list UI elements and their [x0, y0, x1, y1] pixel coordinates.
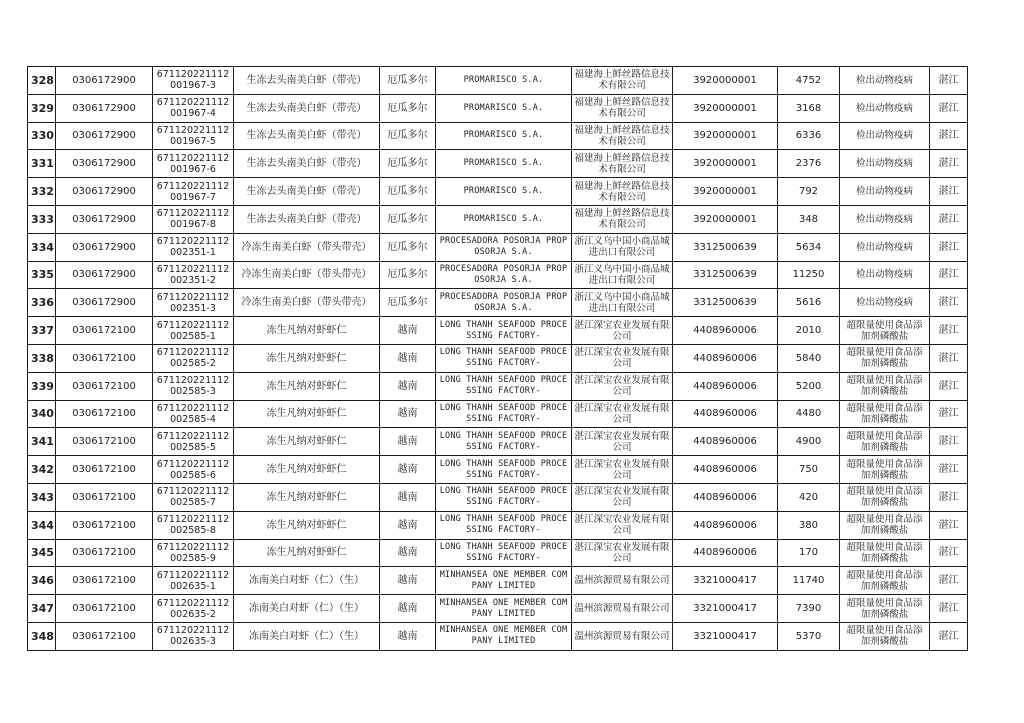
product-name-cell: 冻生凡纳对虾虾仁: [234, 372, 380, 400]
row-number-cell: 329: [28, 94, 56, 122]
table-row: [28, 595, 968, 623]
importer-code-cell: 4408960006: [673, 428, 778, 456]
origin-country-cell: 厄瓜多尔: [380, 178, 436, 206]
row-number-cell: 346: [28, 567, 56, 595]
weight-kg-cell: 4480: [778, 400, 840, 428]
producer-name-cell: LONG THANH SEAFOOD PROCESSING FACTORY-: [436, 511, 572, 539]
weight-kg-cell: 2376: [778, 150, 840, 178]
weight-kg-cell: 170: [778, 539, 840, 567]
producer-name-cell: PROMARISCO S.A.: [436, 205, 572, 233]
table-row: [28, 317, 968, 345]
importer-code-cell: 3920000001: [673, 94, 778, 122]
hs-code-cell: 0306172100: [56, 372, 153, 400]
row-number-cell: 336: [28, 289, 56, 317]
hs-code-cell: 0306172100: [56, 483, 153, 511]
hs-code-cell: 0306172900: [56, 67, 153, 95]
table-row: [28, 67, 968, 95]
importer-code-cell: 4408960006: [673, 456, 778, 484]
origin-country-cell: 越南: [380, 428, 436, 456]
product-name-cell: 冷冻生南美白虾（带头带壳）: [234, 233, 380, 261]
importer-code-cell: 4408960006: [673, 372, 778, 400]
row-number-cell: 341: [28, 428, 56, 456]
row-number-cell: 347: [28, 595, 56, 623]
hs-code-cell: 0306172900: [56, 261, 153, 289]
port-name-cell: 湛江: [930, 400, 968, 428]
port-name-cell: 湛江: [930, 428, 968, 456]
hs-code-cell: 0306172100: [56, 428, 153, 456]
rejection-reason-cell: 超限量使用食品添加剂磷酸盐: [840, 595, 930, 623]
rejection-reason-cell: 超限量使用食品添加剂磷酸盐: [840, 539, 930, 567]
importer-code-cell: 3920000001: [673, 178, 778, 206]
declaration-number-cell: 671120221112001967-4: [153, 94, 234, 122]
weight-kg-cell: 5370: [778, 622, 840, 650]
row-number-cell: 348: [28, 622, 56, 650]
origin-country-cell: 越南: [380, 372, 436, 400]
port-name-cell: 湛江: [930, 261, 968, 289]
weight-kg-cell: 7390: [778, 595, 840, 623]
table-row: [28, 94, 968, 122]
declaration-number-cell: 671120221112001967-8: [153, 205, 234, 233]
origin-country-cell: 越南: [380, 622, 436, 650]
product-name-cell: 生冻去头南美白虾（带壳）: [234, 67, 380, 95]
product-name-cell: 冻南美白对虾（仁）（生）: [234, 567, 380, 595]
table-row: [28, 511, 968, 539]
importer-name-cell: 温州滨源贸易有限公司: [572, 595, 673, 623]
declaration-number-cell: 671120221112001967-6: [153, 150, 234, 178]
producer-name-cell: PROCESADORA POSORJA PROPOSORJA S.A.: [436, 289, 572, 317]
row-number-cell: 331: [28, 150, 56, 178]
importer-name-cell: 浙江义乌中国小商品城进出口有限公司: [572, 261, 673, 289]
importer-code-cell: 3321000417: [673, 567, 778, 595]
declaration-number-cell: 671120221112002585-3: [153, 372, 234, 400]
origin-country-cell: 越南: [380, 456, 436, 484]
declaration-number-cell: 671120221112002585-7: [153, 483, 234, 511]
row-number-cell: 343: [28, 483, 56, 511]
origin-country-cell: 越南: [380, 317, 436, 345]
origin-country-cell: 厄瓜多尔: [380, 67, 436, 95]
producer-name-cell: PROMARISCO S.A.: [436, 94, 572, 122]
origin-country-cell: 越南: [380, 539, 436, 567]
table-row: [28, 289, 968, 317]
importer-code-cell: 4408960006: [673, 400, 778, 428]
product-name-cell: 生冻去头南美白虾（带壳）: [234, 94, 380, 122]
table-row: [28, 178, 968, 206]
importer-code-cell: 4408960006: [673, 344, 778, 372]
product-name-cell: 冻生凡纳对虾虾仁: [234, 456, 380, 484]
importer-name-cell: 福建海上鲜丝路信息技术有限公司: [572, 67, 673, 95]
importer-name-cell: 福建海上鲜丝路信息技术有限公司: [572, 150, 673, 178]
origin-country-cell: 厄瓜多尔: [380, 205, 436, 233]
importer-code-cell: 3920000001: [673, 67, 778, 95]
table-row: [28, 205, 968, 233]
rejection-reason-cell: 超限量使用食品添加剂磷酸盐: [840, 511, 930, 539]
port-name-cell: 湛江: [930, 150, 968, 178]
origin-country-cell: 厄瓜多尔: [380, 122, 436, 150]
weight-kg-cell: 792: [778, 178, 840, 206]
product-name-cell: 冻生凡纳对虾虾仁: [234, 483, 380, 511]
importer-name-cell: 福建海上鲜丝路信息技术有限公司: [572, 205, 673, 233]
product-name-cell: 冻南美白对虾（仁）（生）: [234, 595, 380, 623]
table-row: [28, 233, 968, 261]
importer-name-cell: 温州滨源贸易有限公司: [572, 622, 673, 650]
declaration-number-cell: 671120221112002351-3: [153, 289, 234, 317]
table-row: [28, 400, 968, 428]
importer-name-cell: 湛江深宝农业发展有限公司: [572, 344, 673, 372]
row-number-cell: 335: [28, 261, 56, 289]
port-name-cell: 湛江: [930, 205, 968, 233]
rejection-reason-cell: 检出动物疫病: [840, 94, 930, 122]
port-name-cell: 湛江: [930, 567, 968, 595]
producer-name-cell: LONG THANH SEAFOOD PROCESSING FACTORY-: [436, 428, 572, 456]
importer-name-cell: 湛江深宝农业发展有限公司: [572, 456, 673, 484]
row-number-cell: 333: [28, 205, 56, 233]
product-name-cell: 冻南美白对虾（仁）（生）: [234, 622, 380, 650]
producer-name-cell: LONG THANH SEAFOOD PROCESSING FACTORY-: [436, 539, 572, 567]
importer-code-cell: 3312500639: [673, 233, 778, 261]
table-body: [28, 67, 968, 651]
row-number-cell: 342: [28, 456, 56, 484]
producer-name-cell: PROCESADORA POSORJA PROPOSORJA S.A.: [436, 233, 572, 261]
row-number-cell: 328: [28, 67, 56, 95]
rejection-reason-cell: 检出动物疫病: [840, 289, 930, 317]
weight-kg-cell: 750: [778, 456, 840, 484]
weight-kg-cell: 6336: [778, 122, 840, 150]
port-name-cell: 湛江: [930, 483, 968, 511]
importer-name-cell: 浙江义乌中国小商品城进出口有限公司: [572, 289, 673, 317]
declaration-number-cell: 671120221112002351-2: [153, 261, 234, 289]
product-name-cell: 冷冻生南美白虾（带头带壳）: [234, 261, 380, 289]
row-number-cell: 334: [28, 233, 56, 261]
product-name-cell: 生冻去头南美白虾（带壳）: [234, 150, 380, 178]
rejection-reason-cell: 超限量使用食品添加剂磷酸盐: [840, 400, 930, 428]
declaration-number-cell: 671120221112002585-4: [153, 400, 234, 428]
weight-kg-cell: 5634: [778, 233, 840, 261]
row-number-cell: 339: [28, 372, 56, 400]
importer-code-cell: 3920000001: [673, 122, 778, 150]
rejection-reason-cell: 检出动物疫病: [840, 205, 930, 233]
table-row: [28, 122, 968, 150]
producer-name-cell: MINHANSEA ONE MEMBER COMPANY LIMITED: [436, 622, 572, 650]
table-row: [28, 150, 968, 178]
producer-name-cell: PROMARISCO S.A.: [436, 178, 572, 206]
rejection-reason-cell: 超限量使用食品添加剂磷酸盐: [840, 622, 930, 650]
hs-code-cell: 0306172100: [56, 456, 153, 484]
rejection-reason-cell: 超限量使用食品添加剂磷酸盐: [840, 428, 930, 456]
weight-kg-cell: 348: [778, 205, 840, 233]
hs-code-cell: 0306172900: [56, 178, 153, 206]
port-name-cell: 湛江: [930, 344, 968, 372]
importer-name-cell: 温州滨源贸易有限公司: [572, 567, 673, 595]
producer-name-cell: PROMARISCO S.A.: [436, 67, 572, 95]
weight-kg-cell: 2010: [778, 317, 840, 345]
row-number-cell: 345: [28, 539, 56, 567]
hs-code-cell: 0306172900: [56, 122, 153, 150]
product-name-cell: 生冻去头南美白虾（带壳）: [234, 178, 380, 206]
declaration-number-cell: 671120221112002585-9: [153, 539, 234, 567]
importer-code-cell: 3920000001: [673, 205, 778, 233]
port-name-cell: 湛江: [930, 595, 968, 623]
weight-kg-cell: 4752: [778, 67, 840, 95]
producer-name-cell: LONG THANH SEAFOOD PROCESSING FACTORY-: [436, 344, 572, 372]
producer-name-cell: PROMARISCO S.A.: [436, 122, 572, 150]
table-row: [28, 456, 968, 484]
declaration-number-cell: 671120221112002635-2: [153, 595, 234, 623]
hs-code-cell: 0306172900: [56, 150, 153, 178]
port-name-cell: 湛江: [930, 233, 968, 261]
hs-code-cell: 0306172100: [56, 622, 153, 650]
table-row: [28, 261, 968, 289]
row-number-cell: 340: [28, 400, 56, 428]
importer-name-cell: 湛江深宝农业发展有限公司: [572, 483, 673, 511]
declaration-number-cell: 671120221112002585-1: [153, 317, 234, 345]
importer-code-cell: 4408960006: [673, 317, 778, 345]
importer-name-cell: 福建海上鲜丝路信息技术有限公司: [572, 94, 673, 122]
shrimp-rejection-table: [27, 66, 968, 651]
port-name-cell: 湛江: [930, 289, 968, 317]
hs-code-cell: 0306172100: [56, 567, 153, 595]
row-number-cell: 338: [28, 344, 56, 372]
weight-kg-cell: 5200: [778, 372, 840, 400]
port-name-cell: 湛江: [930, 178, 968, 206]
hs-code-cell: 0306172100: [56, 539, 153, 567]
importer-name-cell: 湛江深宝农业发展有限公司: [572, 539, 673, 567]
producer-name-cell: LONG THANH SEAFOOD PROCESSING FACTORY-: [436, 483, 572, 511]
declaration-number-cell: 671120221112001967-5: [153, 122, 234, 150]
row-number-cell: 330: [28, 122, 56, 150]
table-row: [28, 539, 968, 567]
weight-kg-cell: 11740: [778, 567, 840, 595]
weight-kg-cell: 380: [778, 511, 840, 539]
product-name-cell: 生冻去头南美白虾（带壳）: [234, 122, 380, 150]
weight-kg-cell: 4900: [778, 428, 840, 456]
table-row: [28, 567, 968, 595]
origin-country-cell: 厄瓜多尔: [380, 261, 436, 289]
origin-country-cell: 厄瓜多尔: [380, 289, 436, 317]
weight-kg-cell: 5840: [778, 344, 840, 372]
product-name-cell: 冻生凡纳对虾虾仁: [234, 400, 380, 428]
weight-kg-cell: 5616: [778, 289, 840, 317]
importer-code-cell: 3312500639: [673, 261, 778, 289]
rejection-reason-cell: 超限量使用食品添加剂磷酸盐: [840, 344, 930, 372]
port-name-cell: 湛江: [930, 122, 968, 150]
hs-code-cell: 0306172900: [56, 205, 153, 233]
table-row: [28, 428, 968, 456]
port-name-cell: 湛江: [930, 67, 968, 95]
rejection-reason-cell: 检出动物疫病: [840, 261, 930, 289]
declaration-number-cell: 671120221112002351-1: [153, 233, 234, 261]
weight-kg-cell: 420: [778, 483, 840, 511]
hs-code-cell: 0306172900: [56, 233, 153, 261]
importer-name-cell: 福建海上鲜丝路信息技术有限公司: [572, 122, 673, 150]
origin-country-cell: 越南: [380, 400, 436, 428]
hs-code-cell: 0306172100: [56, 317, 153, 345]
declaration-number-cell: 671120221112001967-7: [153, 178, 234, 206]
importer-name-cell: 湛江深宝农业发展有限公司: [572, 428, 673, 456]
importer-code-cell: 4408960006: [673, 511, 778, 539]
declaration-number-cell: 671120221112002635-3: [153, 622, 234, 650]
port-name-cell: 湛江: [930, 94, 968, 122]
declaration-number-cell: 671120221112002635-1: [153, 567, 234, 595]
weight-kg-cell: 3168: [778, 94, 840, 122]
origin-country-cell: 越南: [380, 595, 436, 623]
table-row: [28, 372, 968, 400]
row-number-cell: 337: [28, 317, 56, 345]
hs-code-cell: 0306172100: [56, 511, 153, 539]
importer-name-cell: 湛江深宝农业发展有限公司: [572, 372, 673, 400]
declaration-number-cell: 671120221112001967-3: [153, 67, 234, 95]
table-row: [28, 622, 968, 650]
producer-name-cell: LONG THANH SEAFOOD PROCESSING FACTORY-: [436, 372, 572, 400]
declaration-number-cell: 671120221112002585-5: [153, 428, 234, 456]
rejection-reason-cell: 检出动物疫病: [840, 150, 930, 178]
declaration-number-cell: 671120221112002585-2: [153, 344, 234, 372]
producer-name-cell: LONG THANH SEAFOOD PROCESSING FACTORY-: [436, 456, 572, 484]
importer-name-cell: 湛江深宝农业发展有限公司: [572, 511, 673, 539]
port-name-cell: 湛江: [930, 317, 968, 345]
importer-code-cell: 3312500639: [673, 289, 778, 317]
rejection-reason-cell: 检出动物疫病: [840, 178, 930, 206]
table-row: [28, 483, 968, 511]
origin-country-cell: 厄瓜多尔: [380, 94, 436, 122]
port-name-cell: 湛江: [930, 511, 968, 539]
importer-name-cell: 湛江深宝农业发展有限公司: [572, 400, 673, 428]
rejection-reason-cell: 超限量使用食品添加剂磷酸盐: [840, 456, 930, 484]
port-name-cell: 湛江: [930, 539, 968, 567]
hs-code-cell: 0306172100: [56, 400, 153, 428]
origin-country-cell: 越南: [380, 567, 436, 595]
importer-code-cell: 4408960006: [673, 539, 778, 567]
importer-code-cell: 3321000417: [673, 622, 778, 650]
rejection-reason-cell: 超限量使用食品添加剂磷酸盐: [840, 317, 930, 345]
port-name-cell: 湛江: [930, 372, 968, 400]
origin-country-cell: 厄瓜多尔: [380, 233, 436, 261]
product-name-cell: 冻生凡纳对虾虾仁: [234, 539, 380, 567]
product-name-cell: 冻生凡纳对虾虾仁: [234, 428, 380, 456]
importer-code-cell: 4408960006: [673, 483, 778, 511]
product-name-cell: 冻生凡纳对虾虾仁: [234, 511, 380, 539]
product-name-cell: 生冻去头南美白虾（带壳）: [234, 205, 380, 233]
origin-country-cell: 越南: [380, 511, 436, 539]
producer-name-cell: MINHANSEA ONE MEMBER COMPANY LIMITED: [436, 595, 572, 623]
row-number-cell: 344: [28, 511, 56, 539]
importer-name-cell: 福建海上鲜丝路信息技术有限公司: [572, 178, 673, 206]
rejection-reason-cell: 超限量使用食品添加剂磷酸盐: [840, 483, 930, 511]
rejection-reason-cell: 检出动物疫病: [840, 67, 930, 95]
product-name-cell: 冻生凡纳对虾虾仁: [234, 317, 380, 345]
product-name-cell: 冷冻生南美白虾（带头带壳）: [234, 289, 380, 317]
producer-name-cell: LONG THANH SEAFOOD PROCESSING FACTORY-: [436, 400, 572, 428]
importer-name-cell: 湛江深宝农业发展有限公司: [572, 317, 673, 345]
origin-country-cell: 越南: [380, 483, 436, 511]
declaration-number-cell: 671120221112002585-6: [153, 456, 234, 484]
importer-code-cell: 3321000417: [673, 595, 778, 623]
importer-code-cell: 3920000001: [673, 150, 778, 178]
hs-code-cell: 0306172100: [56, 595, 153, 623]
declaration-number-cell: 671120221112002585-8: [153, 511, 234, 539]
rejection-reason-cell: 检出动物疫病: [840, 233, 930, 261]
table-row: [28, 344, 968, 372]
product-name-cell: 冻生凡纳对虾虾仁: [234, 344, 380, 372]
importer-name-cell: 浙江义乌中国小商品城进出口有限公司: [572, 233, 673, 261]
port-name-cell: 湛江: [930, 456, 968, 484]
rejection-reason-cell: 超限量使用食品添加剂磷酸盐: [840, 372, 930, 400]
origin-country-cell: 越南: [380, 344, 436, 372]
rejection-reason-cell: 检出动物疫病: [840, 122, 930, 150]
origin-country-cell: 厄瓜多尔: [380, 150, 436, 178]
hs-code-cell: 0306172900: [56, 94, 153, 122]
producer-name-cell: LONG THANH SEAFOOD PROCESSING FACTORY-: [436, 317, 572, 345]
hs-code-cell: 0306172900: [56, 289, 153, 317]
producer-name-cell: MINHANSEA ONE MEMBER COMPANY LIMITED: [436, 567, 572, 595]
rejection-reason-cell: 超限量使用食品添加剂磷酸盐: [840, 567, 930, 595]
producer-name-cell: PROCESADORA POSORJA PROPOSORJA S.A.: [436, 261, 572, 289]
port-name-cell: 湛江: [930, 622, 968, 650]
producer-name-cell: PROMARISCO S.A.: [436, 150, 572, 178]
weight-kg-cell: 11250: [778, 261, 840, 289]
row-number-cell: 332: [28, 178, 56, 206]
hs-code-cell: 0306172100: [56, 344, 153, 372]
